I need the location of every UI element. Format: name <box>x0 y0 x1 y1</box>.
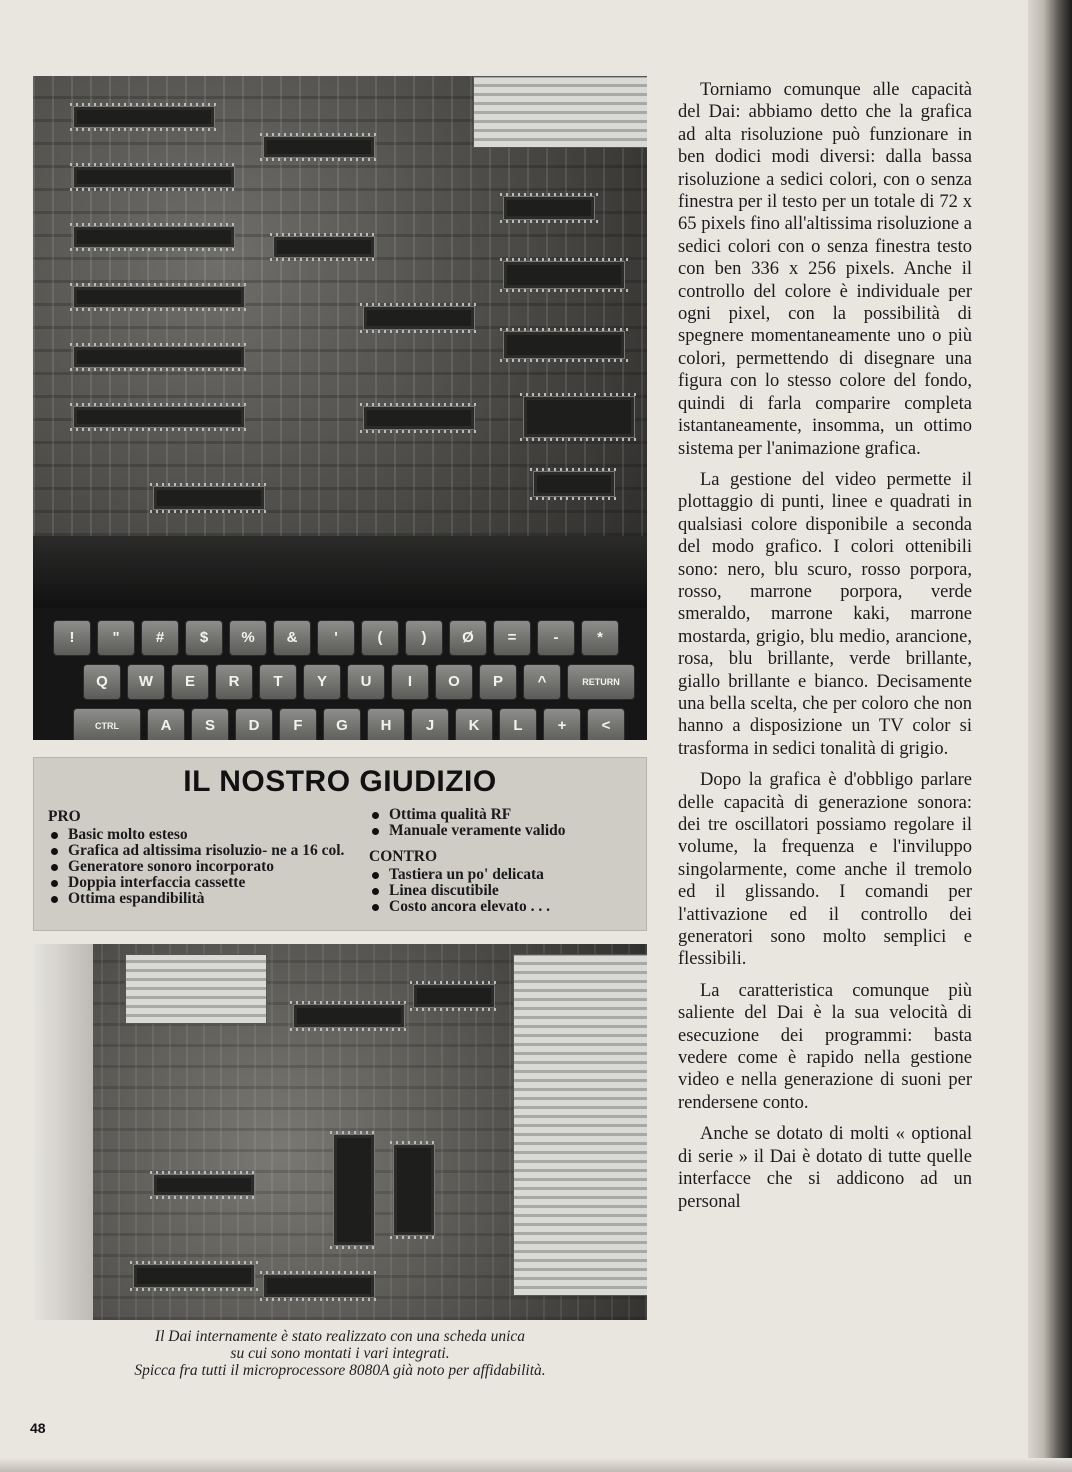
key: L <box>499 708 537 740</box>
ic-chip <box>503 331 625 359</box>
key: ( <box>361 620 399 656</box>
ic-chip <box>73 346 245 368</box>
ic-chip <box>533 471 615 497</box>
verdict-right-column <box>369 807 639 915</box>
pro-item: Ottima qualità RF <box>369 807 639 823</box>
key: = <box>493 620 531 656</box>
contro-item: Tastiera un po' delicata <box>369 867 639 883</box>
power-supply-shield <box>513 954 647 1296</box>
key: & <box>273 620 311 656</box>
key: ) <box>405 620 443 656</box>
ic-chip <box>133 1264 255 1288</box>
caption-line: Spicca fra tutti il microprocessore 8080A già noto per affidabilità. <box>134 1362 546 1379</box>
verdict-title: IL NOSTRO GIUDIZIO <box>183 765 497 798</box>
key: Y <box>303 664 341 700</box>
key: H <box>367 708 405 740</box>
circuit-keyboard-photo <box>33 76 647 740</box>
key: J <box>411 708 449 740</box>
ic-chip <box>293 1004 405 1028</box>
page-bottom-edge <box>0 1458 1072 1472</box>
internal-board-photo <box>33 944 647 1320</box>
contro-heading: CONTRO <box>369 848 438 865</box>
key: ! <box>53 620 91 656</box>
article-paragraph: Dopo la grafica è d'obbligo parlare delle capacità di generazione sonora: dei tre oscillatori possiamo regolare il volume, la frequenza e l'inviluppo singolarmente, come anche il tremolo ed il glissando. I comandi per l'attivazione ed il controllo dei generatori sono molto semplici e flessibili. <box>678 770 972 970</box>
key: # <box>141 620 179 656</box>
ic-chip <box>263 1274 375 1298</box>
key: + <box>543 708 581 740</box>
pro-item: Grafica ad altissima risoluzio- ne a 16 col. <box>48 843 348 859</box>
article-paragraph: Anche se dotato di molti « optional di serie » il Dai è dotato di tutte quelle interfacce che si addicono ad un personal <box>678 1124 972 1212</box>
pro-item: Basic molto esteso <box>48 827 348 843</box>
key: R <box>215 664 253 700</box>
key: < <box>587 708 625 740</box>
ic-chip <box>503 196 595 220</box>
key: % <box>229 620 267 656</box>
pro-item: Ottima espandibilità <box>48 891 348 907</box>
page-number: 48 <box>30 1420 46 1436</box>
key: O <box>435 664 473 700</box>
ic-chip <box>413 984 495 1008</box>
ic-chip <box>523 396 635 438</box>
page-binding-edge <box>1028 0 1072 1472</box>
key: A <box>147 708 185 740</box>
keyboard-frame <box>33 536 647 608</box>
key: G <box>323 708 361 740</box>
keyboard <box>33 608 647 740</box>
article-paragraph: Torniamo comunque alle capacità del Dai: abbiamo detto che la grafica ad alta risoluzione può funzionare in ben dodici modi diversi: dalla bassa risoluzione a sedici colori, con o senza finestra per il testo per un totale di 72 x 65 pixels fino all'altissima risoluzione a sedici colori con o senza finestra testo con ben 336 x 256 pixels. Anche il controllo del colore è individuale per ogni pixel, con la possibilità di spegnere momentaneamente uno o più colori, permettendo di disegnare una figura con lo stesso colore del fondo, quindi di farla comparire completa istantaneamente, insomma, un ottimo sistema per l'animazione grafica. <box>678 80 972 459</box>
pro-list <box>48 827 348 907</box>
pro-heading: PRO <box>48 808 81 825</box>
circuit-board <box>33 76 647 536</box>
key: U <box>347 664 385 700</box>
ic-chip <box>393 1144 435 1236</box>
rf-shield <box>473 76 647 148</box>
ic-chip <box>263 136 375 158</box>
key: * <box>581 620 619 656</box>
key-return: RETURN <box>567 664 635 700</box>
caption-line: Il Dai internamente è stato realizzato con una scheda unica <box>154 1328 526 1345</box>
ic-chip <box>73 106 215 128</box>
key: F <box>279 708 317 740</box>
key: K <box>455 708 493 740</box>
rf-modulator <box>125 954 267 1024</box>
ic-chip <box>503 261 625 289</box>
key: S <box>191 708 229 740</box>
case-frame <box>33 944 93 1320</box>
key-row-qwerty <box>83 664 635 704</box>
ic-chip <box>73 406 245 428</box>
article-paragraph: La caratteristica comunque più saliente del Dai è la sua velocità di esecuzione dei programmi: basta vedere come è rapido nella gestione video e nella generazione di suoni per rendersene conto. <box>678 980 972 1113</box>
key: E <box>171 664 209 700</box>
pro-item: Doppia interfaccia cassette <box>48 875 348 891</box>
ic-chip <box>333 1134 375 1246</box>
pro-item: Manuale veramente valido <box>369 823 639 839</box>
key: P <box>479 664 517 700</box>
key: " <box>97 620 135 656</box>
key: $ <box>185 620 223 656</box>
key: Q <box>83 664 121 700</box>
key: W <box>127 664 165 700</box>
contro-item: Costo ancora elevato . . . <box>369 899 639 915</box>
contro-item: Linea discutibile <box>369 883 639 899</box>
key: Ø <box>449 620 487 656</box>
verdict-box <box>33 757 647 931</box>
article-column <box>678 79 972 1222</box>
contro-list <box>369 867 639 915</box>
key: D <box>235 708 273 740</box>
key: T <box>259 664 297 700</box>
ic-chip <box>363 406 475 430</box>
ic-chip <box>363 306 475 330</box>
caption-line: su cui sono montati i vari integrati. <box>230 1345 450 1362</box>
ic-chip <box>153 1174 255 1196</box>
ic-chip <box>73 166 235 188</box>
key-ctrl: CTRL <box>73 708 141 740</box>
key-row-numbers <box>53 620 619 660</box>
key-row-home <box>73 708 625 740</box>
ic-chip <box>153 486 265 510</box>
key: ' <box>317 620 355 656</box>
verdict-pro-column <box>48 809 348 907</box>
key: I <box>391 664 429 700</box>
photo-caption <box>33 1328 647 1379</box>
ic-chip <box>73 226 235 248</box>
ic-chip <box>273 236 375 258</box>
key: - <box>537 620 575 656</box>
pro-item: Generatore sonoro incorporato <box>48 859 348 875</box>
pro-list-continued <box>369 807 639 839</box>
article-paragraph: La gestione del video permette il plottaggio di punti, linee e quadrati in qualsiasi colore disponibile a seconda del modo grafico. I colori ottenibili sono: nero, blu scuro, rosso porpora, rosso, marrone porpora, verde smeraldo, marrone kaki, marrone mostarda, grigio, blu medio, arancione, rosa, blu brillante, verde brillante, giallo brillante e bianco. Decisamente una bella scelta, che per coloro che non hanno a disposizione un TV color si trasforma in sedici tonalità di grigio. <box>678 469 972 759</box>
ic-chip <box>73 286 245 308</box>
key: ^ <box>523 664 561 700</box>
